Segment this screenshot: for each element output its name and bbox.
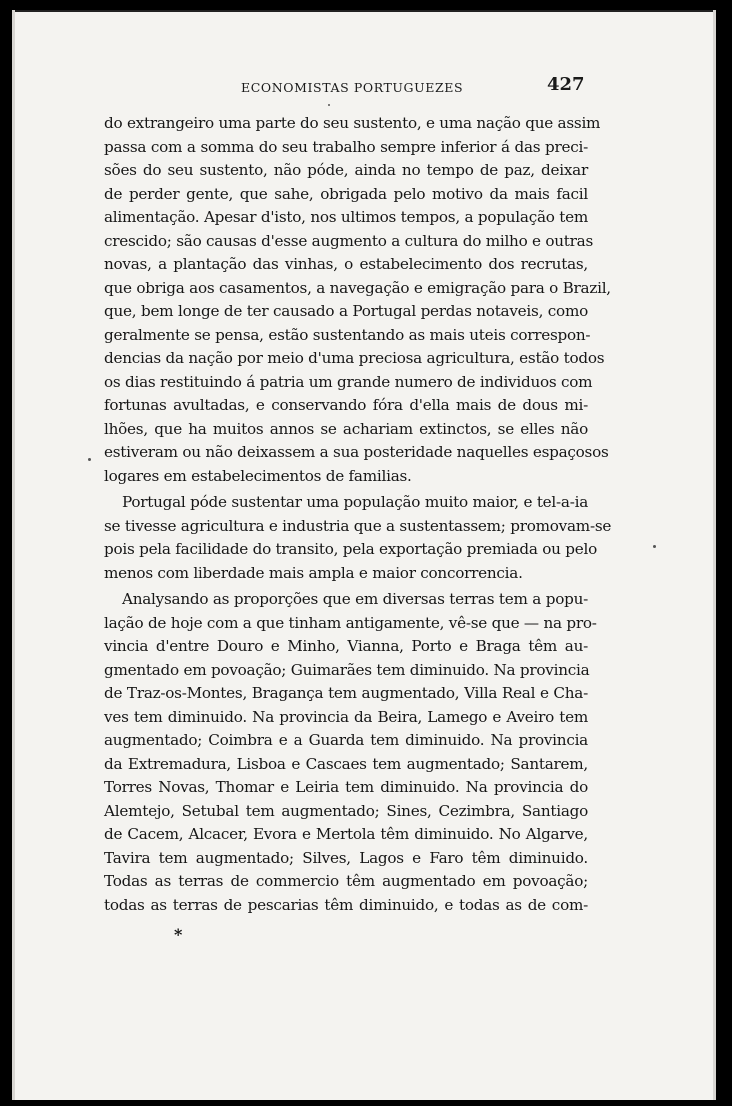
text-line: da Extremadura, Lisboa e Cascaes tem augmentado; Santarem, bbox=[104, 754, 588, 773]
text-line: sões do seu sustento, não póde, ainda no tempo de paz, deixar bbox=[104, 161, 588, 179]
text-line: lhões, que ha muitos annos se achariam extinctos, se elles não bbox=[104, 419, 588, 438]
footnote-mark: * bbox=[174, 925, 183, 944]
text-line: geralmente se pensa, estão sustentando as mais uteis correspon- bbox=[104, 325, 591, 344]
text-line: novas, a plantação das vinhas, o estabelecimento dos recrutas, bbox=[104, 255, 588, 273]
text-line: os dias restituindo á patria um grande numero de individuos com bbox=[104, 372, 593, 391]
text-line: passa com a somma do seu trabalho sempre inferior á das preci- bbox=[104, 137, 588, 156]
text-line: que, bem longe de ter causado a Portugal perdas notaveis, como bbox=[104, 302, 588, 320]
running-head bbox=[12, 74, 716, 100]
text-line: do extrangeiro uma parte do seu sustento, e uma nação que assim bbox=[104, 114, 601, 132]
text-line: ves tem diminuido. Na provincia da Beira, Lamego e Aveiro tem bbox=[104, 707, 588, 726]
text-line: Portugal póde sustentar uma população muito maior, e tel-a-ia bbox=[122, 493, 588, 511]
text-line: de Traz-os-Montes, Bragança tem augmentado, Villa Real e Cha- bbox=[104, 684, 588, 702]
text-line: lação de hoje com a que tinham antigamente, vê-se que — na pro- bbox=[104, 613, 597, 632]
text-line: de perder gente, que sahe, obrigada pelo motivo da mais facil bbox=[104, 184, 588, 203]
body-text bbox=[104, 112, 612, 917]
top-edge-rule bbox=[12, 10, 716, 12]
text-line: Alemtejo, Setubal tem augmentado; Sines, Cezimbra, Santiago bbox=[104, 801, 588, 820]
book-page bbox=[12, 10, 716, 1100]
text-line: augmentado; Coimbra e a Guarda tem diminuido. Na provincia bbox=[104, 731, 588, 749]
text-line: se tivesse agricultura e industria que a sustentassem; promovam-se bbox=[104, 516, 612, 535]
right-edge-shadow bbox=[713, 10, 716, 1100]
ink-speck bbox=[88, 458, 91, 461]
text-line: todas as terras de pescarias têm diminuido, e todas as de com- bbox=[104, 895, 588, 914]
text-line: fortunas avultadas, e conservando fóra d'ella mais de dous mi- bbox=[104, 396, 588, 414]
text-line: Torres Novas, Thomar e Leiria tem diminuido. Na provincia do bbox=[104, 778, 588, 796]
ink-speck bbox=[328, 104, 330, 106]
running-head-title: ECONOMISTAS PORTUGUEZES bbox=[241, 80, 464, 95]
text-line: alimentação. Apesar d'isto, nos ultimos tempos, a população tem bbox=[104, 208, 588, 226]
text-line: vincia d'entre Douro e Minho, Vianna, Porto e Braga têm au- bbox=[104, 637, 588, 655]
left-edge-shadow bbox=[12, 10, 15, 1100]
text-line: logares em estabelecimentos de familias. bbox=[104, 466, 412, 485]
page-number: 427 bbox=[547, 74, 585, 95]
text-line: pois pela facilidade do transito, pela exportação premiada ou pelo bbox=[104, 540, 597, 558]
text-line: estiveram ou não deixassem a sua posteridade naquelles espaçosos bbox=[104, 443, 609, 461]
text-line: Tavira tem augmentado; Silves, Lagos e Faro têm diminuido. bbox=[104, 848, 588, 867]
paragraph-1 bbox=[104, 112, 611, 488]
text-line: menos com liberdade mais ampla e maior concorrencia. bbox=[104, 563, 523, 582]
text-line: crescido; são causas d'esse augmento a cultura do milho e outras bbox=[104, 231, 594, 250]
text-line: que obriga aos casamentos, a navegação e emigração para o Brazil, bbox=[104, 278, 611, 297]
paragraph-2 bbox=[104, 491, 612, 585]
text-line: Todas as terras de commercio têm augmentado em povoação; bbox=[104, 872, 588, 890]
text-line: dencias da nação por meio d'uma preciosa agricultura, estão todos bbox=[104, 349, 605, 367]
text-line: gmentado em povoação; Guimarães tem diminuido. Na provincia bbox=[104, 660, 590, 679]
paragraph-3 bbox=[104, 588, 597, 917]
text-line: Analysando as proporções que em diversas terras tem a popu- bbox=[122, 590, 588, 608]
ink-speck bbox=[653, 545, 656, 548]
text-line: de Cacem, Alcacer, Evora e Mertola têm diminuido. No Algarve, bbox=[104, 825, 588, 843]
